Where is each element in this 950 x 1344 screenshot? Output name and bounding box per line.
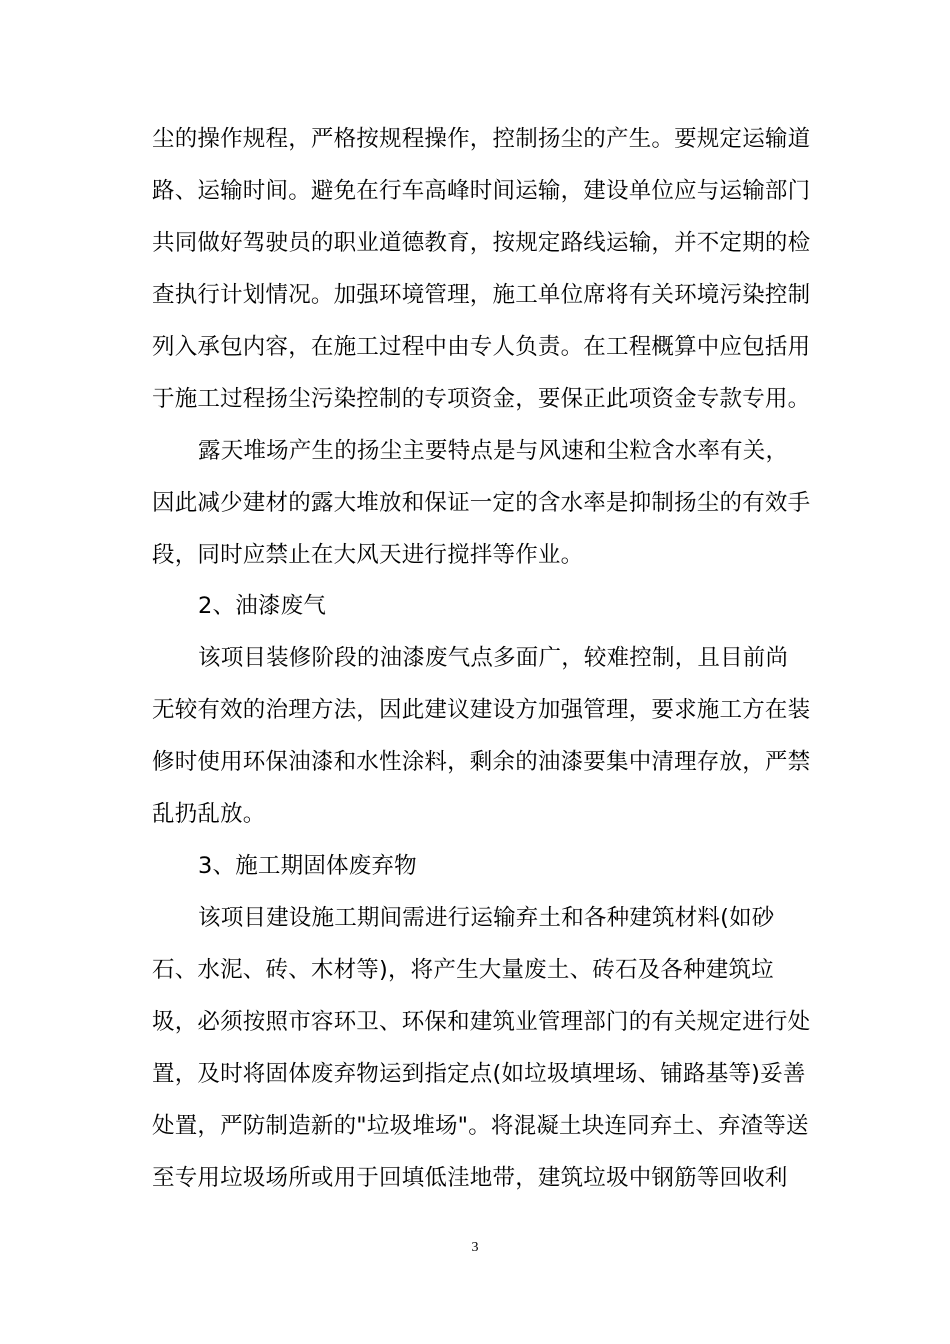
text-line: 于施工过程扬尘污染控制的专项资金，要保正此项资金专款专用。 [152,386,811,412]
text-line: 共同做好驾驶员的职业道德教育，按规定路线运输，并不定期的检 [152,230,811,256]
text-line: 修时使用环保油漆和水性涂料，剩余的油漆要集中清理存放，严禁 [152,749,811,775]
text-line: 列入承包内容，在施工过程中由专人负责。在工程概算中应包括用 [152,334,811,360]
text-line: 置，及时将固体废弃物运到指定点(如垃圾填埋场、铺路基等)妥善 [152,1061,806,1087]
section-heading: 2、油漆废气 [198,593,327,619]
text-line: 乱扔乱放。 [152,801,266,827]
text-line: 该项目建设施工期间需进行运输弃土和各种建筑材料(如砂 [198,905,775,931]
text-line: 处置，严防制造新的"垃圾堆场"。将混凝土块连同弃土、弃渣等送 [152,1113,809,1139]
text-line: 石、水泥、砖、木材等)，将产生大量废土、砖石及各种建筑垃 [152,957,774,983]
text-line: 至专用垃圾场所或用于回填低洼地带，建筑垃圾中钢筋等回收利 [152,1165,788,1191]
text-line: 圾，必须按照市容环卫、环保和建筑业管理部门的有关规定进行处 [152,1009,811,1035]
page-number: 3 [471,1240,479,1255]
text-line: 露天堆场产生的扬尘主要特点是与风速和尘粒含水率有关， [198,438,789,464]
text-line: 因此减少建材的露大堆放和保证一定的含水率是抑制扬尘的有效手 [152,490,811,516]
text-line: 无较有效的治理方法，因此建议建设方加强管理，要求施工方在装 [152,697,811,723]
text-line: 尘的操作规程，严格按规程操作，控制扬尘的产生。要规定运输道 [152,126,811,152]
text-line: 查执行计划情况。加强环境管理，施工单位席将有关环境污染控制 [152,282,811,308]
text-line: 该项目装修阶段的油漆废气点多面广，较难控制，且目前尚 [198,645,789,671]
text-line: 段，同时应禁止在大风天进行搅拌等作业。 [152,542,584,568]
section-heading: 3、施工期固体废弃物 [198,853,417,879]
text-line: 路、运输时间。避免在行车高峰时间运输，建设单位应与运输部门 [152,178,811,204]
